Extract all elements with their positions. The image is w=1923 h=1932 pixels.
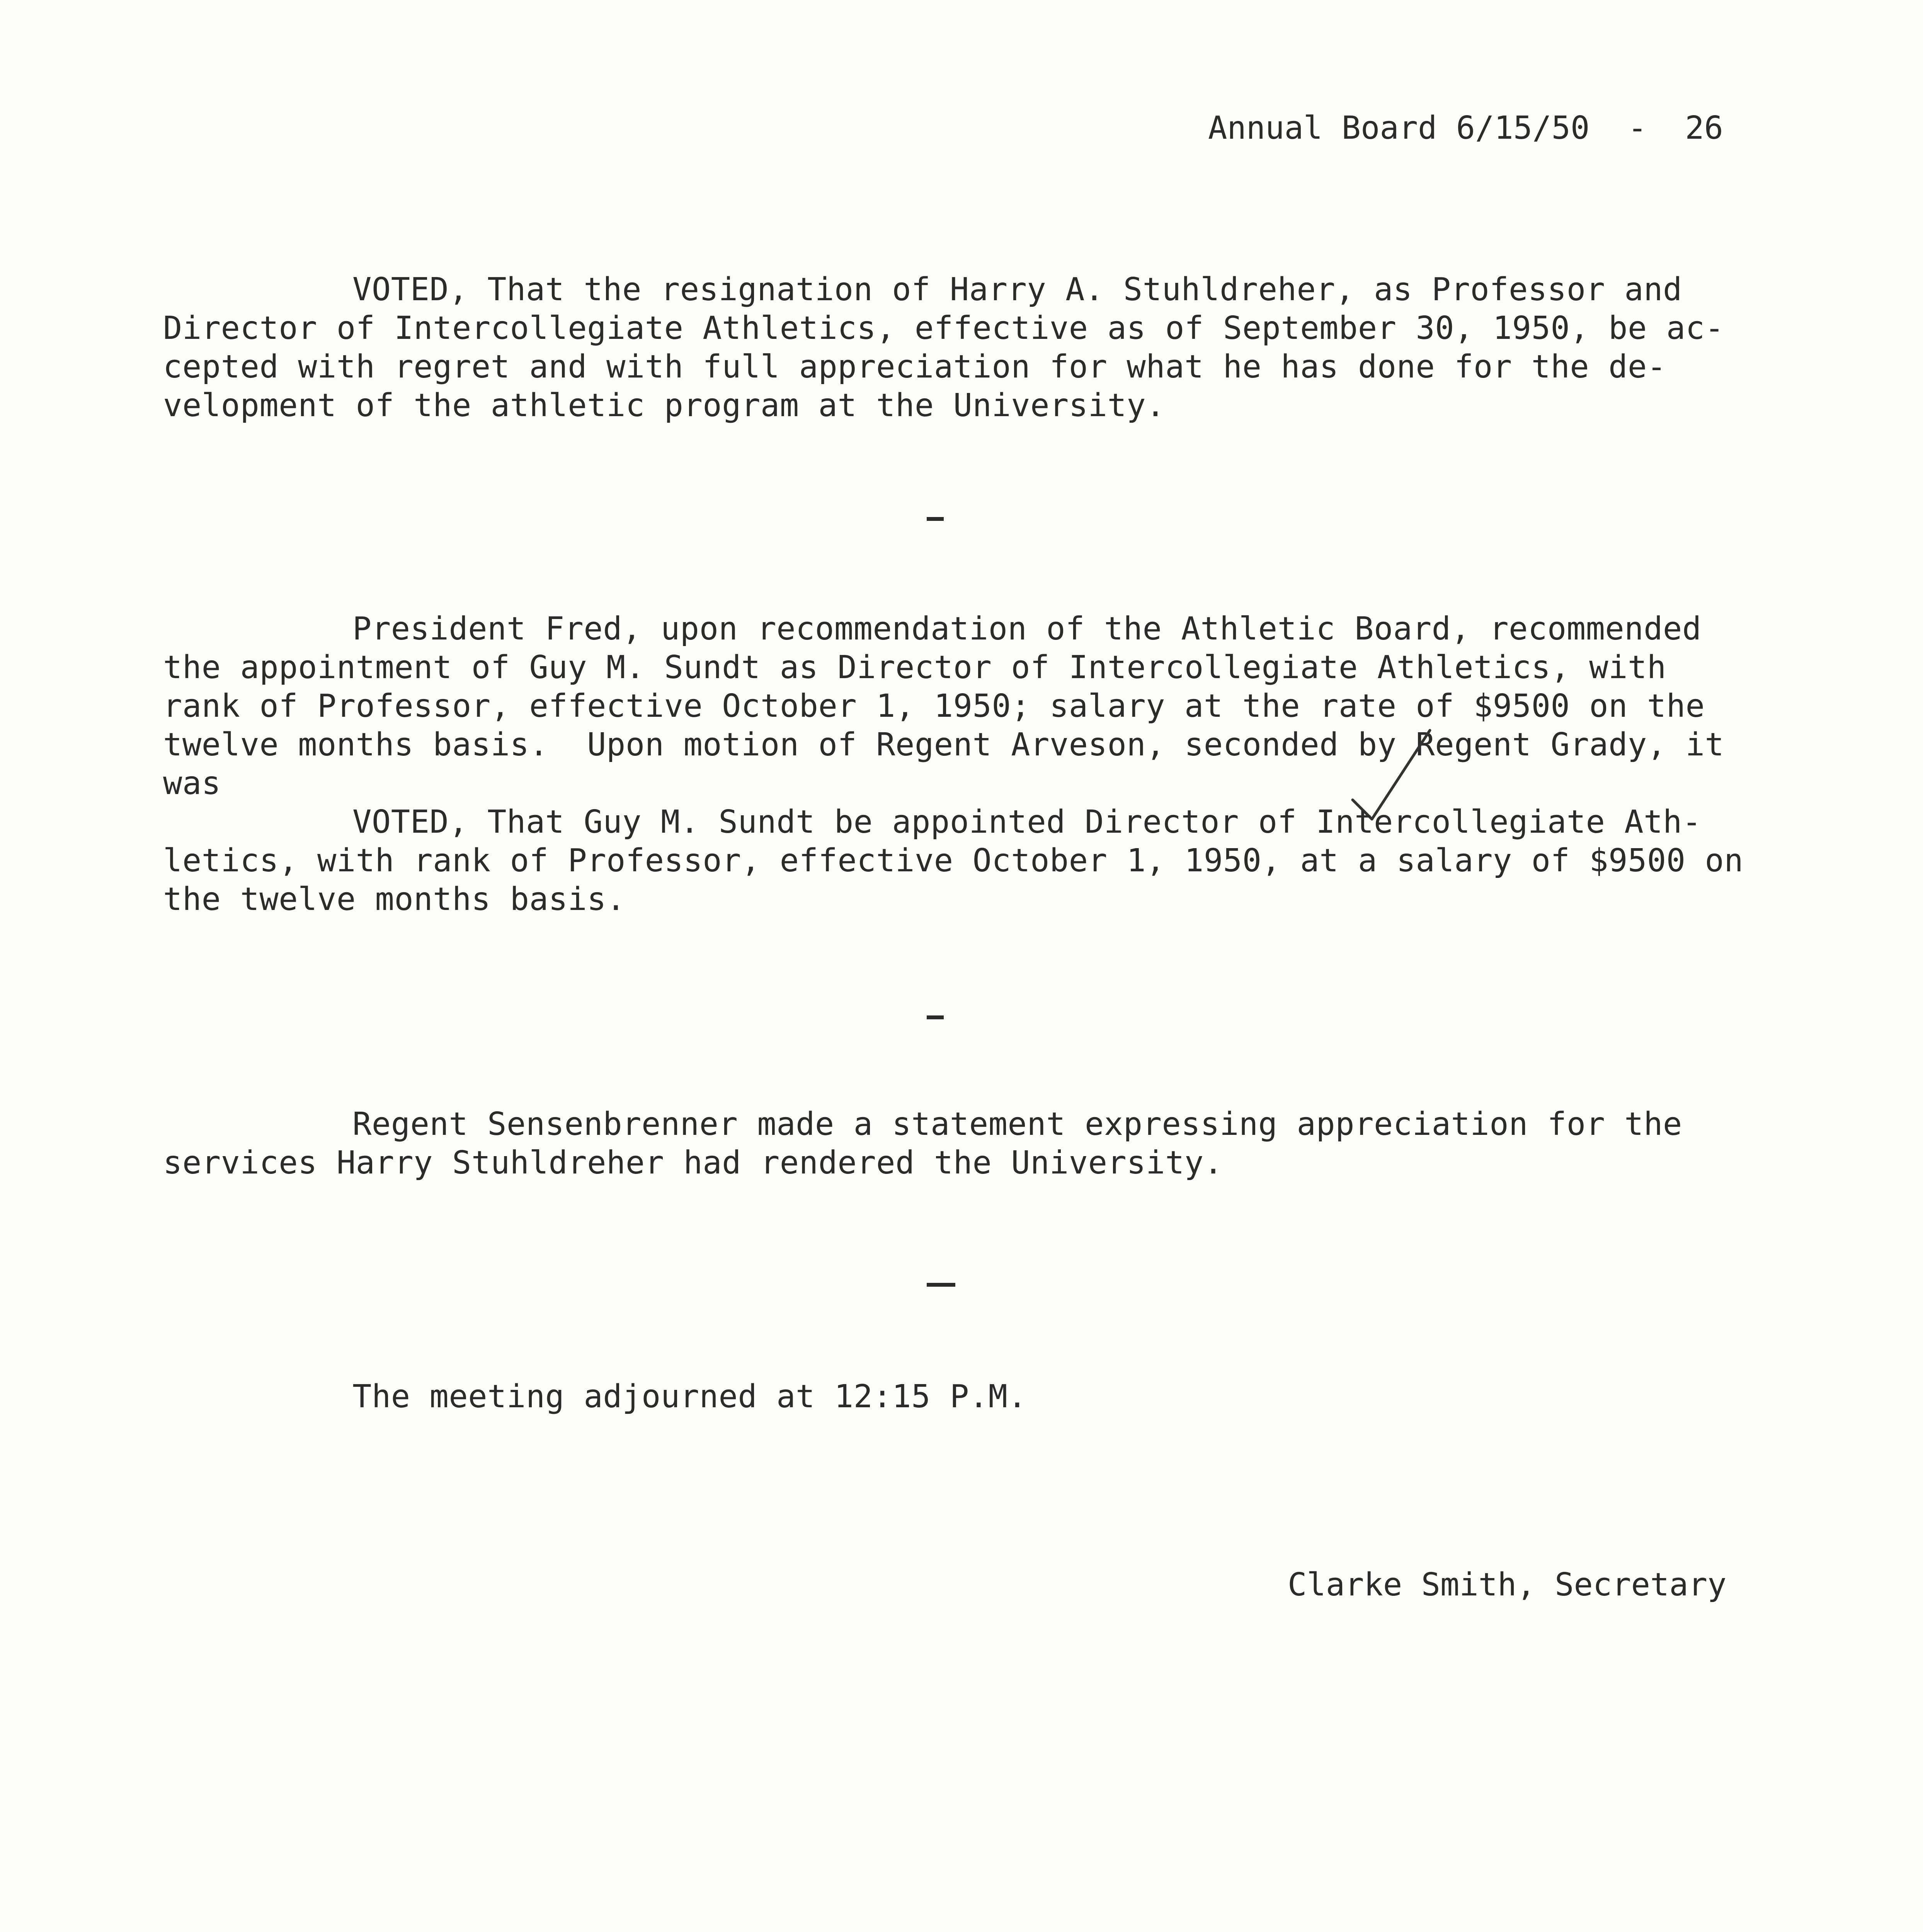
paragraph-3-line: the twelve months basis. [163, 881, 626, 918]
paragraph-3-line: VOTED, That Guy M. Sundt be appointed Director of Intercollegiate Ath- [352, 804, 1702, 840]
paragraph-2-line: the appointment of Guy M. Sundt as Director of Intercollegiate Athletics, with [163, 649, 1666, 686]
secretary-signature: Clarke Smith, Secretary [1288, 1566, 1727, 1603]
paragraph-2-line: rank of Professor, effective October 1, 1950; salary at the rate of $9500 on the [163, 688, 1705, 724]
paragraph-1-line: VOTED, That the resignation of Harry A. Stuhldreher, as Professor and [352, 271, 1682, 308]
section-separator [927, 1015, 944, 1019]
paragraph-2-line: President Fred, upon recommendation of the Athletic Board, recommended [352, 611, 1702, 647]
paragraph-1-line: velopment of the athletic program at the University. [163, 387, 1166, 424]
paragraph-4-line: Regent Sensenbrenner made a statement expressing appreciation for the [352, 1106, 1682, 1143]
paragraph-2-line: twelve months basis. Upon motion of Regent Arveson, seconded by Regent Grady, it [163, 726, 1724, 763]
paragraph-4-line: services Harry Stuhldreher had rendered the University. [163, 1145, 1223, 1181]
paragraph-5-line: The meeting adjourned at 12:15 P.M. [352, 1378, 1027, 1415]
section-separator [927, 517, 944, 521]
paragraph-1-line: Director of Intercollegiate Athletics, effective as of September 30, 1950, be ac- [163, 310, 1724, 347]
paragraph-2-line: was [163, 765, 221, 802]
paragraph-3-line: letics, with rank of Professor, effective October 1, 1950, at a salary of $9500 on [163, 842, 1744, 879]
section-separator [927, 1283, 955, 1287]
paragraph-1-line: cepted with regret and with full appreciation for what he has done for the de- [163, 349, 1666, 385]
running-head: Annual Board 6/15/50 - 26 [1208, 110, 1723, 146]
